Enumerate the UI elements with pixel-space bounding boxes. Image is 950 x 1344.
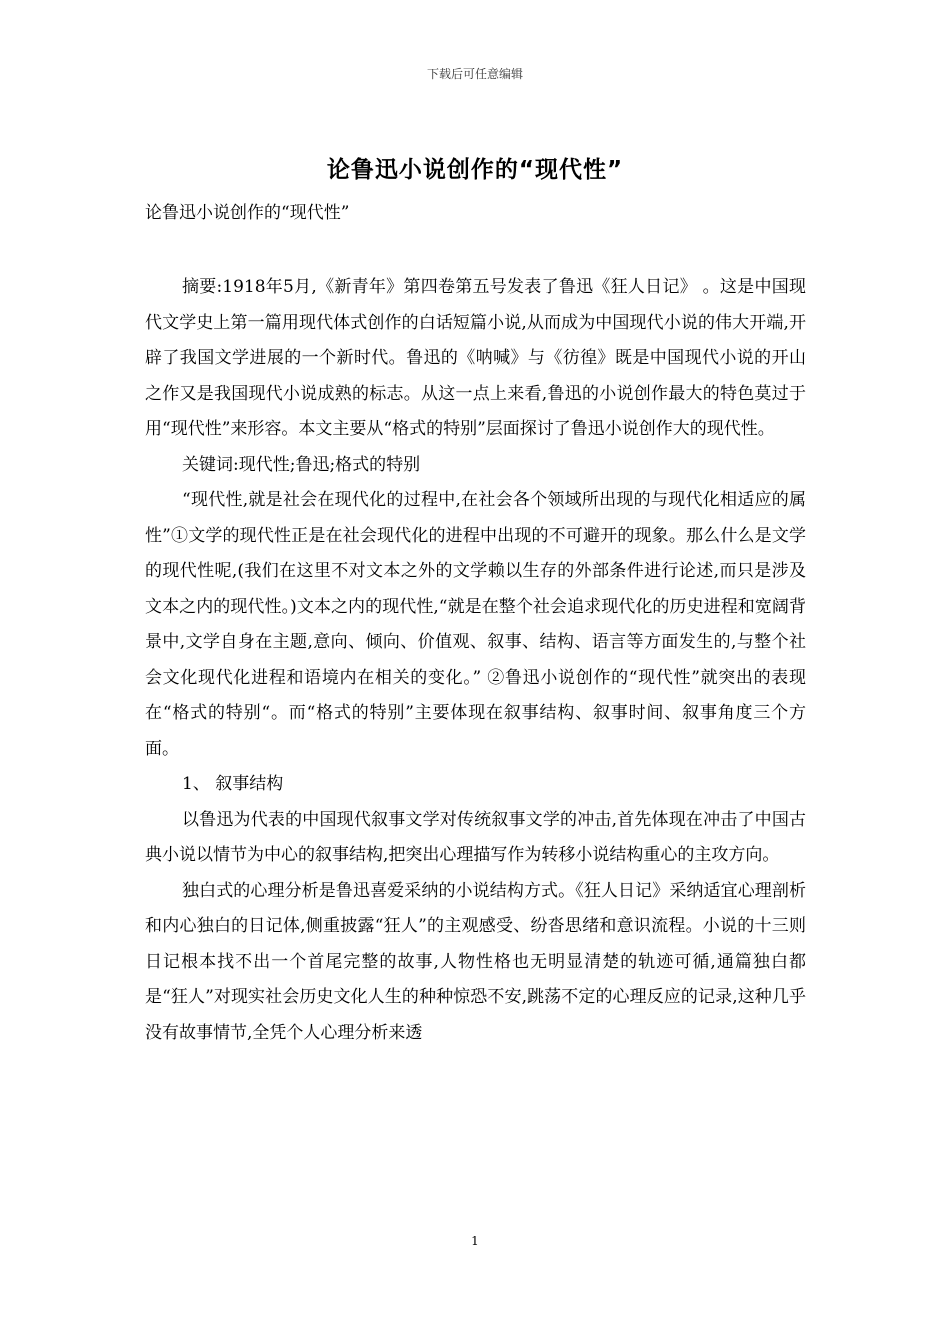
- keywords-paragraph: 关键词:现代性;鲁迅;格式的特别: [182, 454, 421, 475]
- page-header-note: 下载后可任意编辑: [426, 67, 523, 81]
- abstract-paragraph: 摘要:1918年5月,《新青年》第四卷第五号发表了鲁迅《狂人日记》 。这是中国现代文学史上第一篇用现代体式创作的白话短篇小说,从而成为中国现代小说的伟大开端,开辟了我国文学进展的一个新时代。鲁迅的《呐喊》与《彷徨》既是中国现代小说的开山之作又是我国现代小说成熟的标志。从这一点上来看,鲁迅的小说创作最大的特色莫过于用“现代性”来形容。本文主要从“格式的特别”层面探讨了鲁迅小说创作大的现代性。: [145, 277, 806, 439]
- monologue-paragraph: 独白式的心理分析是鲁迅喜爱采纳的小说结构方式。《狂人日记》采纳适宜心理剖析和内心独白的日记体,侧重披露“狂人”的主观感受、纷沓思绪和意识流程。小说的十三则日记根本找不出一个首尾完整的故事,人物性格也无明显清楚的轨迹可循,通篇独白都是“狂人”对现实社会历史文化人生的种种惊恐不安,跳荡不定的心理反应的记录,这种几乎没有故事情节,全凭个人心理分析来透: [145, 880, 806, 1043]
- document-body: [145, 270, 806, 1051]
- narrative-structure-paragraph: 以鲁迅为代表的中国现代叙事文学对传统叙事文学的冲击,首先体现在冲击了中国古典小说以情节为中心的叙事结构,把突出心理描写作为转移小说结构重心的主攻方向。: [145, 809, 806, 865]
- modernity-paragraph: “现代性,就是社会在现代化的过程中,在社会各个领域所出现的与现代化相适应的属性”①文学的现代性正是在社会现代化的进程中出现的不可避开的现象。那么什么是文学的现代性呢,(我们在这里不对文本之外的文学赖以生存的外部条件进行论述,而只是涉及文本之内的现代性。)文本之内的现代性,“就是在整个社会追求现代化的历史进程和宽阔背景中,文学自身在主题,意向、倾向、价值观、叙事、结构、语言等方面发生的,与整个社会文化现代化进程和语境内在相关的变化。” ②鲁迅小说创作的“现代性”就突出的表现在“格式的特别“。而“格式的特别”主要体现在叙事结构、叙事时间、叙事角度三个方面。: [145, 490, 806, 759]
- document-title: 论鲁迅小说创作的“现代性”: [326, 157, 624, 183]
- page-number: 1: [471, 1234, 479, 1248]
- document-subtitle: 论鲁迅小说创作的“现代性”: [145, 203, 350, 223]
- section-heading-narrative-structure: 1、 叙事结构: [182, 774, 284, 794]
